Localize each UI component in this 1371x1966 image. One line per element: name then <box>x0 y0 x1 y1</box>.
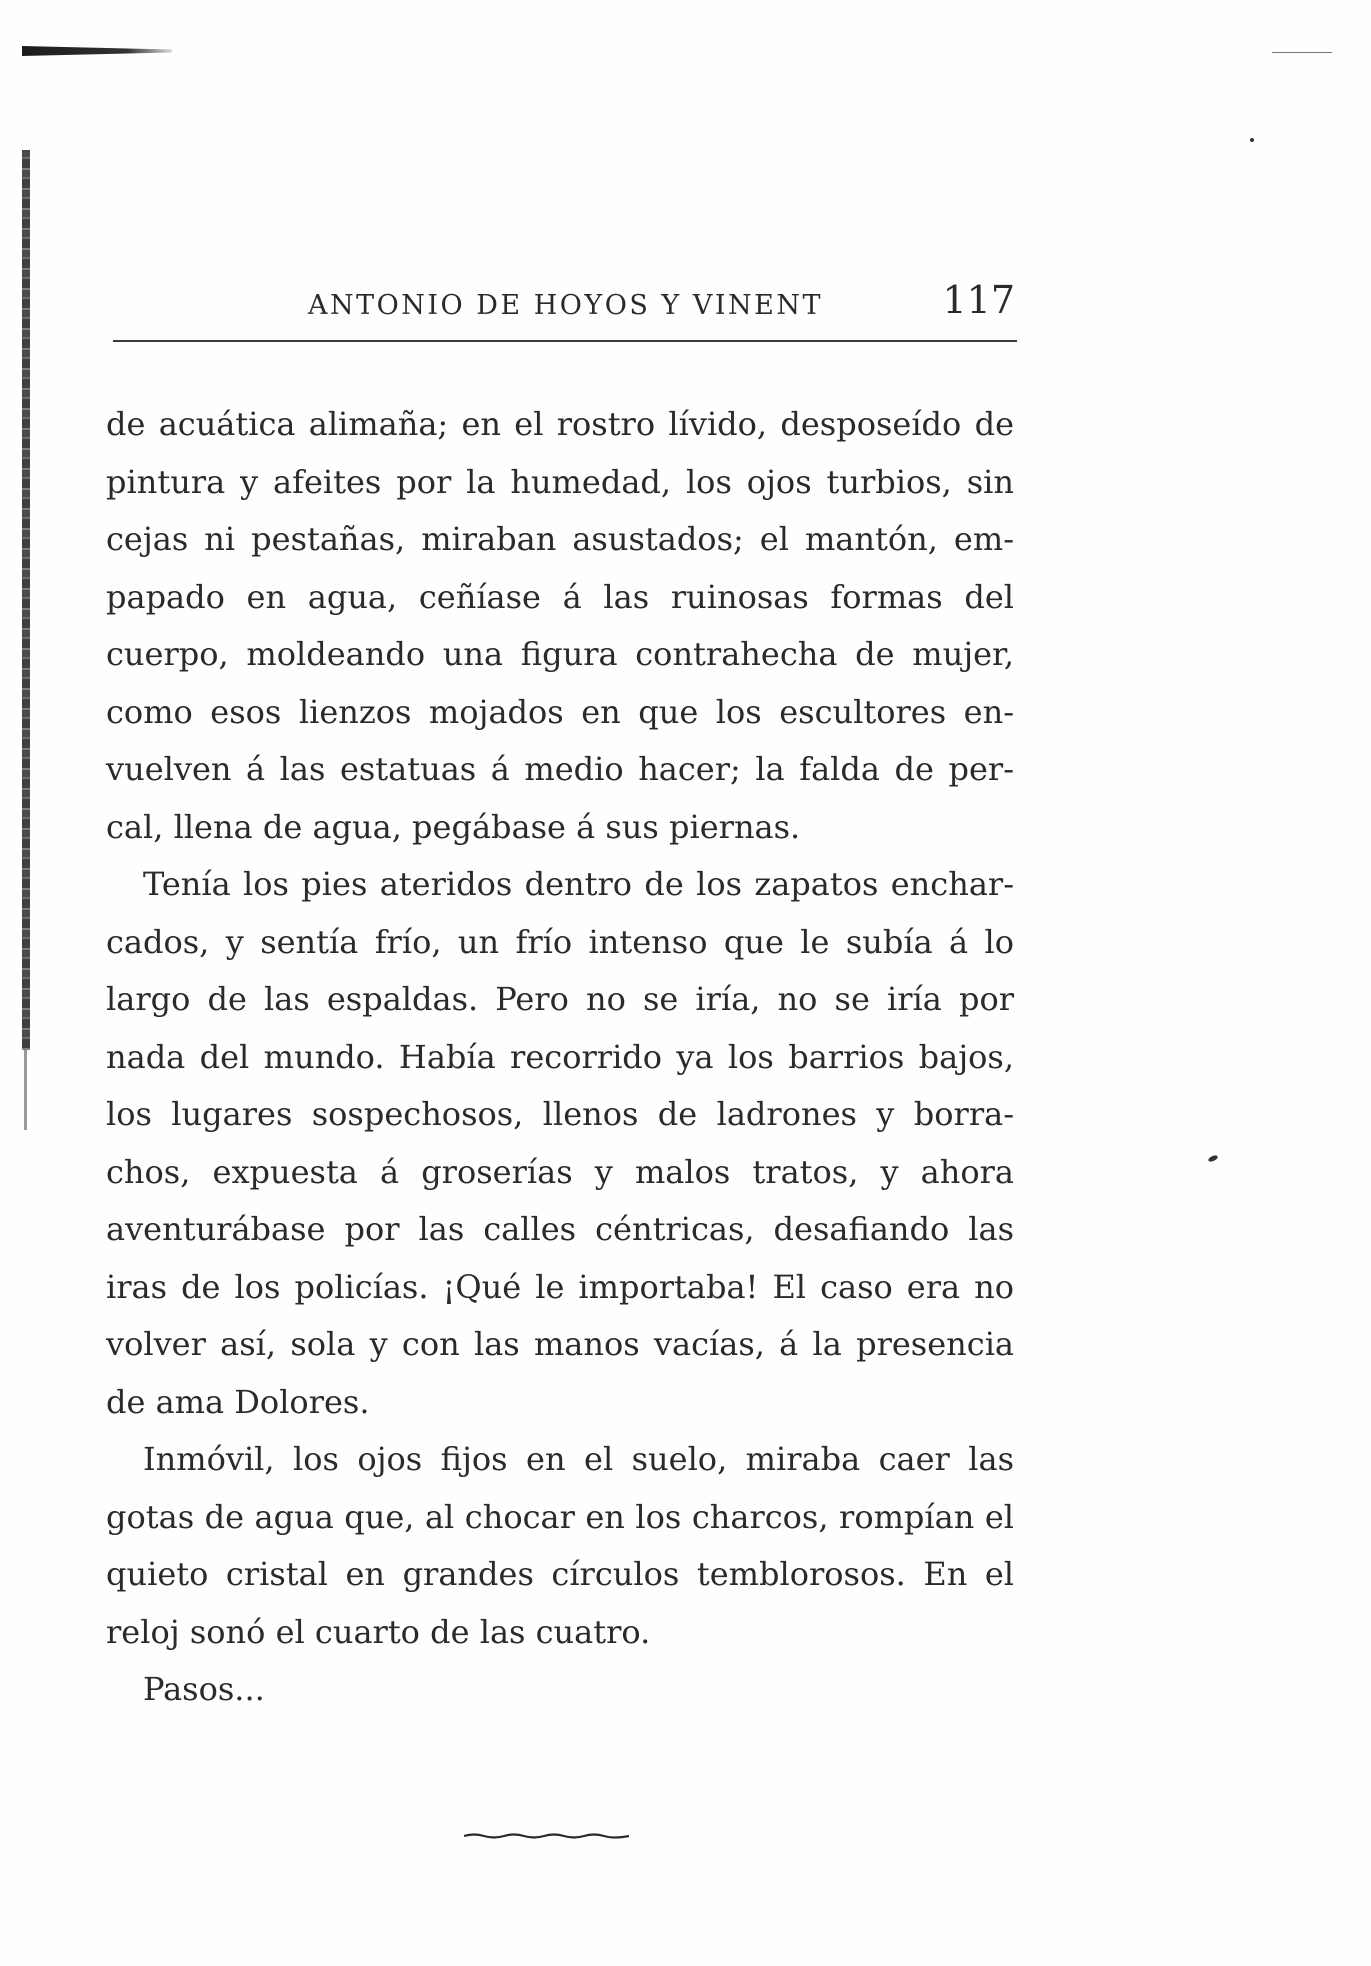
text-line: los lugares sospechosos, llenos de ladrones y borra- <box>106 1095 1014 1133</box>
paragraph-1 <box>106 396 1014 856</box>
ink-speck <box>1207 1154 1218 1163</box>
running-header <box>115 276 1015 324</box>
scan-artifact-top-left <box>22 46 172 56</box>
text-line: chos, expuesta á groserías y malos tratos, y ahora <box>106 1152 1014 1191</box>
text-line: Tenía los pies ateridos dentro de los zapatos enchar- <box>143 865 1014 903</box>
text-line: cal, llena de agua, pegábase á sus piernas. <box>106 807 801 846</box>
scan-artifact-top-right <box>1272 52 1332 53</box>
page-binding-edge <box>22 150 30 1050</box>
paragraph-3 <box>106 1431 1014 1661</box>
page-binding-edge-faint <box>24 1050 27 1130</box>
text-line: de ama Dolores. <box>106 1382 370 1421</box>
paragraph-2 <box>106 856 1014 1431</box>
paragraph-4 <box>106 1661 1014 1719</box>
text-line: gotas de agua que, al chocar en los charcos, rompían el <box>106 1497 1014 1536</box>
text-line: iras de los policías. ¡Qué le importaba! El caso era no <box>106 1267 1014 1306</box>
text-line: papado en agua, ceñíase á las ruinosas formas del <box>106 577 1014 616</box>
text-line: cejas ni pestañas, miraban asustados; el mantón, em- <box>106 520 1014 558</box>
header-rule <box>113 340 1017 342</box>
text-line: quieto cristal en grandes círculos temblorosos. En el <box>106 1555 1014 1593</box>
body-text <box>106 396 1014 1719</box>
running-head-author: ANTONIO DE HOYOS Y VINENT <box>308 290 823 321</box>
text-line: cados, y sentía frío, un frío intenso que le subía á lo <box>106 922 1014 961</box>
text-line: largo de las espaldas. Pero no se iría, no se iría por <box>106 980 1014 1018</box>
text-line: como esos lienzos mojados en que los escultores en- <box>106 692 1014 731</box>
text-line: aventurábase por las calles céntricas, desafiando las <box>106 1210 1014 1248</box>
text-line: vuelven á las estatuas á medio hacer; la falda de per- <box>106 750 1014 788</box>
text-line: nada del mundo. Había recorrido ya los barrios bajos, <box>106 1037 1014 1076</box>
text-line: Pasos... <box>143 1670 265 1708</box>
tailpiece-ornament-icon <box>464 1832 629 1840</box>
text-line: cuerpo, moldeando una figura contrahecha de mujer, <box>106 635 1014 673</box>
text-line: pintura y afeites por la humedad, los ojos turbios, sin <box>106 462 1014 501</box>
text-line: Inmóvil, los ojos fijos en el suelo, miraba caer las <box>143 1440 1014 1478</box>
text-line: volver así, sola y con las manos vacías, á la presencia <box>106 1325 1014 1363</box>
text-line: reloj sonó el cuarto de las cuatro. <box>106 1612 651 1651</box>
page-number: 117 <box>942 278 1015 322</box>
text-line: de acuática alimaña; en el rostro lívido, desposeído de <box>106 405 1014 443</box>
ink-speck <box>1250 138 1254 142</box>
